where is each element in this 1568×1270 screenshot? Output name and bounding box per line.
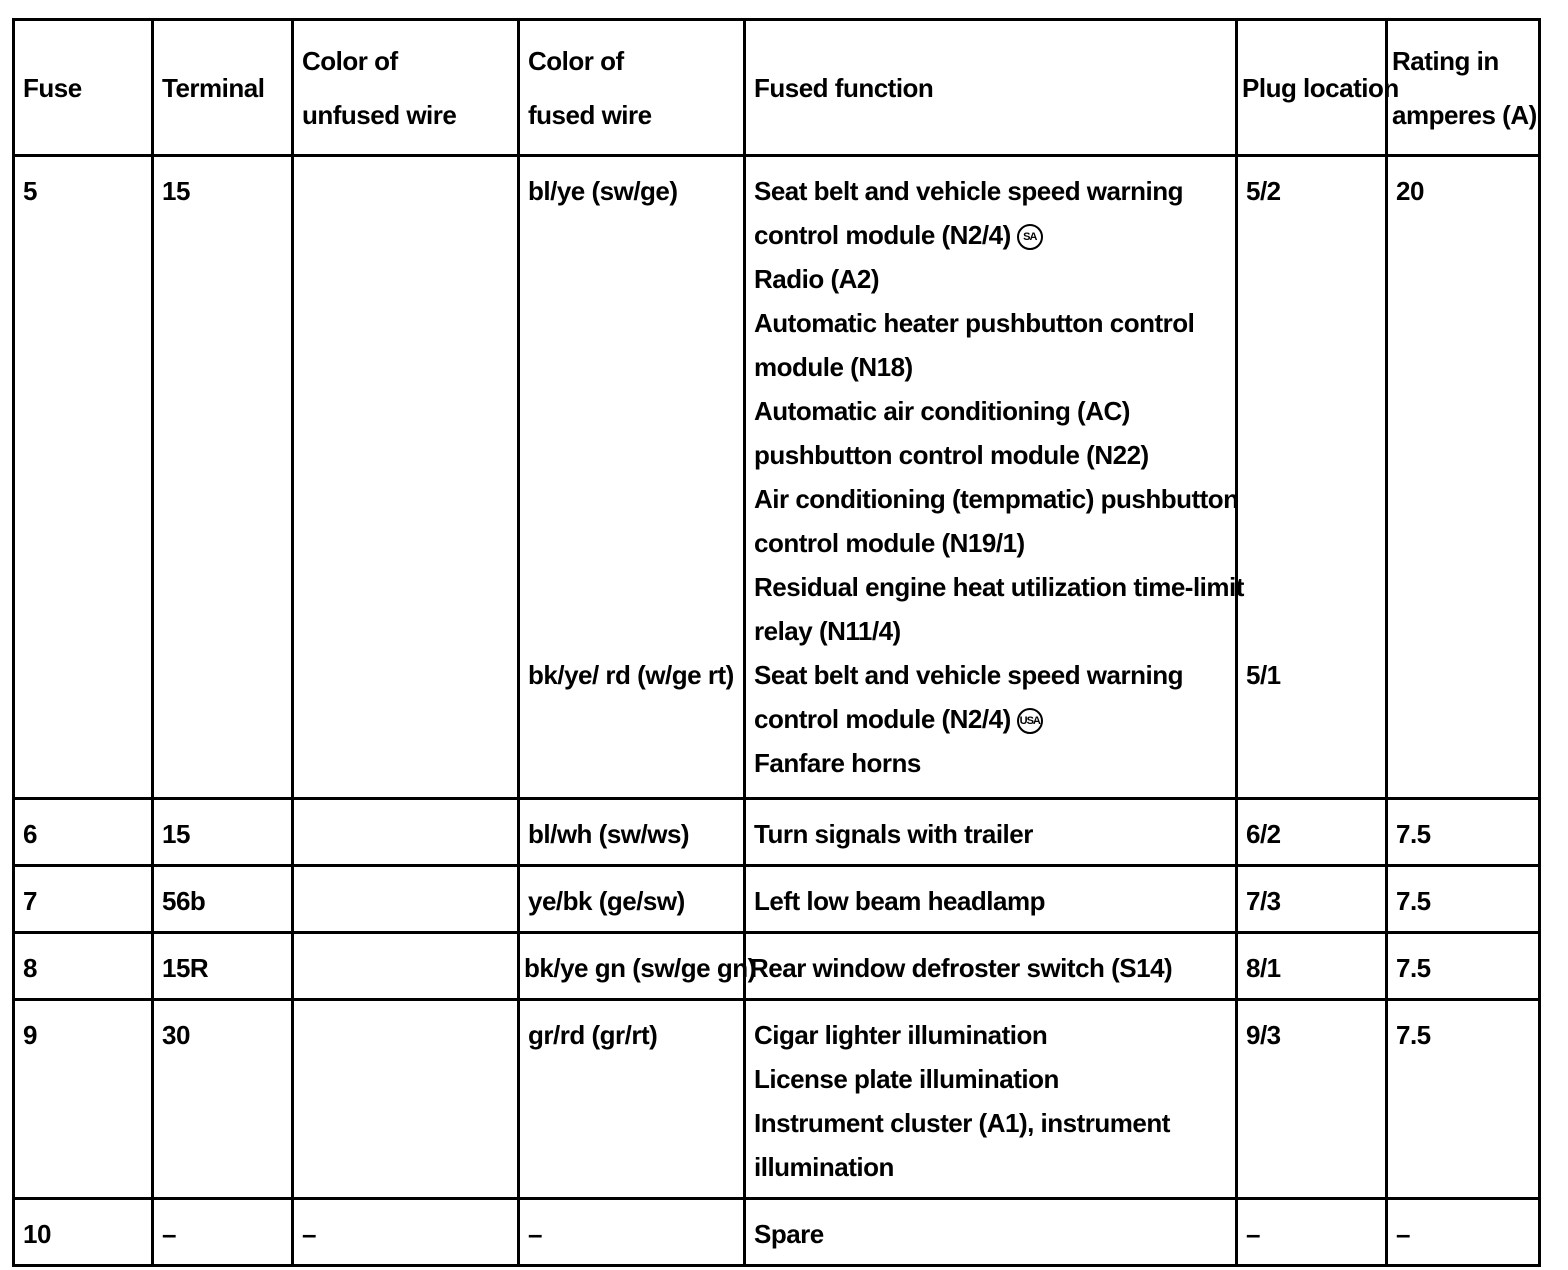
cell-fuse: 10 bbox=[14, 1199, 153, 1266]
cell-function bbox=[745, 1000, 1237, 1199]
function-line-with-badge bbox=[754, 213, 1235, 257]
cell-fused: bl/wh (sw/ws) bbox=[519, 799, 745, 866]
header-terminal-label: Terminal bbox=[162, 72, 265, 103]
header-terminal bbox=[153, 20, 293, 156]
header-rating-line1: Rating in bbox=[1392, 45, 1499, 76]
function-line: Fanfare horns bbox=[754, 748, 921, 778]
header-function-label: Fused function bbox=[754, 72, 934, 103]
function-line: pushbutton control module (N22) bbox=[754, 440, 1149, 470]
cell-rating: 7.5 bbox=[1387, 866, 1540, 933]
cell-terminal: 30 bbox=[153, 1000, 293, 1199]
cell-unfused bbox=[293, 799, 519, 866]
cell-function: Left low beam headlamp bbox=[745, 866, 1237, 933]
header-plug-label: Plug location bbox=[1242, 72, 1399, 103]
header-fused-wire bbox=[519, 20, 745, 156]
cell-terminal: 15 bbox=[153, 156, 293, 799]
function-line: module (N18) bbox=[754, 352, 913, 382]
cell-plug bbox=[1237, 156, 1387, 799]
header-fused-function bbox=[745, 20, 1237, 156]
table-row bbox=[14, 1199, 1540, 1266]
function-line: Automatic heater pushbutton control bbox=[754, 308, 1195, 338]
cell-fuse: 8 bbox=[14, 933, 153, 1000]
function-line: Cigar lighter illumination bbox=[754, 1020, 1048, 1050]
sa-badge-icon: SA bbox=[1017, 224, 1043, 250]
cell-plug: 7/3 bbox=[1237, 866, 1387, 933]
plug-b: 5/1 bbox=[1246, 660, 1281, 690]
cell-plug: 8/1 bbox=[1237, 933, 1387, 1000]
header-row bbox=[14, 20, 1540, 156]
cell-function: Turn signals with trailer bbox=[745, 799, 1237, 866]
cell-unfused bbox=[293, 1000, 519, 1199]
function-line: Seat belt and vehicle speed warning bbox=[754, 660, 1183, 690]
header-unfused-line1: Color of bbox=[302, 45, 398, 76]
header-fuse bbox=[14, 20, 153, 156]
table-row bbox=[14, 1000, 1540, 1199]
function-line: Radio (A2) bbox=[754, 264, 879, 294]
header-rating bbox=[1387, 20, 1540, 156]
table-row bbox=[14, 156, 1540, 799]
function-line: control module (N2/4) bbox=[754, 704, 1011, 734]
function-line: control module (N19/1) bbox=[754, 528, 1025, 558]
cell-function bbox=[745, 156, 1244, 799]
cell-fused: gr/rd (gr/rt) bbox=[519, 1000, 745, 1199]
cell-unfused bbox=[293, 933, 519, 1000]
header-rating-line2: amperes (A) bbox=[1392, 99, 1537, 130]
cell-rating: 7.5 bbox=[1387, 933, 1540, 1000]
cell-unfused bbox=[293, 156, 519, 799]
cell-rating: 7.5 bbox=[1387, 1000, 1540, 1199]
fused-wire-b: bk/ye/ rd (w/ge rt) bbox=[528, 660, 734, 690]
table-row bbox=[14, 799, 1540, 866]
cell-function: Rear window defroster switch (S14) bbox=[745, 933, 1237, 1000]
function-line: License plate illumination bbox=[754, 1064, 1059, 1094]
fuse-table bbox=[12, 18, 1541, 1267]
cell-fuse: 6 bbox=[14, 799, 153, 866]
fuse-table-page bbox=[12, 18, 1542, 1250]
function-line: Seat belt and vehicle speed warning bbox=[754, 176, 1183, 206]
cell-plug: 9/3 bbox=[1237, 1000, 1387, 1199]
cell-rating: – bbox=[1387, 1199, 1540, 1266]
cell-fused: ye/bk (ge/sw) bbox=[519, 866, 745, 933]
header-fused-line2: fused wire bbox=[528, 99, 652, 130]
function-line: relay (N11/4) bbox=[754, 616, 901, 646]
fused-wire-a: bl/ye (sw/ge) bbox=[528, 176, 678, 206]
header-plug-location bbox=[1237, 20, 1399, 156]
cell-terminal: 56b bbox=[153, 866, 293, 933]
cell-terminal: – bbox=[153, 1199, 293, 1266]
cell-fused: bk/ye gn (sw/ge gn) bbox=[519, 933, 745, 1000]
cell-rating: 7.5 bbox=[1387, 799, 1540, 866]
function-line-with-badge bbox=[754, 697, 1235, 741]
cell-fused bbox=[519, 156, 745, 799]
header-unfused-wire bbox=[293, 20, 519, 156]
plug-a: 5/2 bbox=[1246, 176, 1281, 206]
header-unfused-line2: unfused wire bbox=[302, 99, 457, 130]
cell-fuse: 7 bbox=[14, 866, 153, 933]
function-line: Automatic air conditioning (AC) bbox=[754, 396, 1130, 426]
table-row bbox=[14, 933, 1540, 1000]
cell-fused: – bbox=[519, 1199, 745, 1266]
function-line: control module (N2/4) bbox=[754, 220, 1011, 250]
cell-terminal: 15R bbox=[153, 933, 293, 1000]
header-fused-line1: Color of bbox=[528, 45, 624, 76]
function-line: Instrument cluster (A1), instrument bbox=[754, 1108, 1170, 1138]
function-line: illumination bbox=[754, 1152, 894, 1182]
table-row bbox=[14, 866, 1540, 933]
cell-rating: 20 bbox=[1387, 156, 1540, 799]
cell-terminal: 15 bbox=[153, 799, 293, 866]
cell-plug: 6/2 bbox=[1237, 799, 1387, 866]
cell-fuse: 9 bbox=[14, 1000, 153, 1199]
cell-unfused bbox=[293, 866, 519, 933]
cell-fuse: 5 bbox=[14, 156, 153, 799]
function-line: Residual engine heat utilization time-limit bbox=[754, 572, 1244, 602]
cell-function: Spare bbox=[745, 1199, 1237, 1266]
usa-badge-icon: USA bbox=[1017, 708, 1043, 734]
cell-plug: – bbox=[1237, 1199, 1387, 1266]
function-line: Air conditioning (tempmatic) pushbutton bbox=[754, 484, 1239, 514]
cell-unfused: – bbox=[293, 1199, 519, 1266]
header-fuse-label: Fuse bbox=[23, 72, 82, 103]
